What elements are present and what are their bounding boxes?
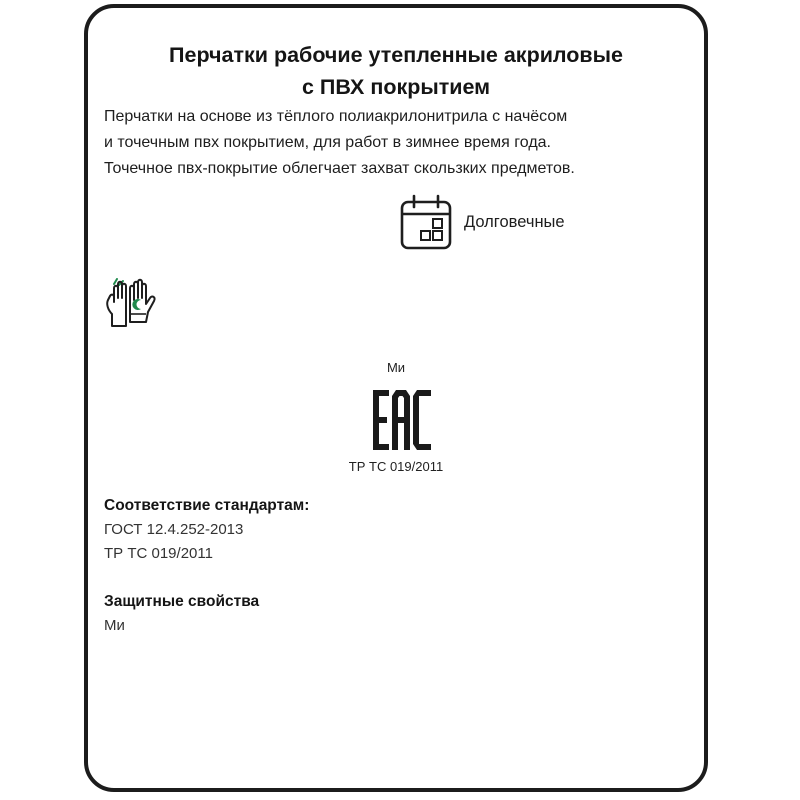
- description-line: Перчатки на основе из тёплого полиакрилонитрила с начёсом: [104, 108, 568, 125]
- product-description: [104, 104, 694, 182]
- standards-item: ТР ТС 019/2011: [104, 545, 213, 562]
- protection-section: [104, 590, 664, 638]
- calendar-icon: [400, 194, 452, 250]
- description-line: и точечным пвх покрытием, для работ в зимнее время года.: [104, 134, 551, 151]
- gloves-icon: [104, 274, 162, 332]
- feature-durable: [400, 194, 565, 250]
- standards-section: [104, 494, 664, 566]
- description-line: Точечное пвх-покрытие облегчает захват скользких предметов.: [104, 160, 575, 177]
- product-title-line-1: Перчатки рабочие утепленные акриловые: [169, 43, 623, 67]
- product-title: [88, 39, 704, 103]
- protection-heading: Защитные свойства: [104, 593, 260, 610]
- eac-logo: [373, 390, 431, 450]
- standards-item: ГОСТ 12.4.252-2013: [104, 521, 244, 538]
- certification-top-label: Ми: [386, 360, 406, 375]
- standards-heading: Соответствие стандартам:: [104, 497, 310, 514]
- protection-item: Ми: [104, 617, 125, 634]
- product-card: [84, 4, 708, 792]
- feature-label: Долговечные: [464, 212, 565, 231]
- certification-bottom-label: ТР ТС 019/2011: [348, 459, 444, 474]
- product-title-line-2: с ПВХ покрытием: [301, 75, 491, 99]
